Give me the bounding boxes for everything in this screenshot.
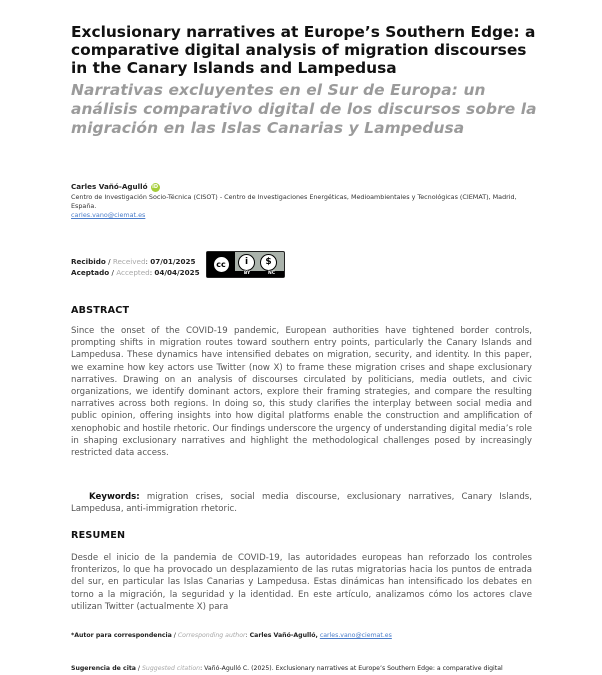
cc-by-nc-license-badge[interactable] xyxy=(206,251,285,278)
abstract-heading: ABSTRACT xyxy=(71,305,130,316)
resumen-text: Desde el inicio de la pandemia de COVID-19, las autoridades europeas han reforzado los controles fronterizos, lo que ha provocado un desplazamiento de las rutas migratorias hacia los puntos de entrada del sur, en particular las Islas Canarias y Lampedusa. Estas dinámicas han intensificado los debates en torno a la migración, la seguridad y la identidad. En este artículo, analizamos cómo los actores clave utilizan Twitter (actualmente X) para xyxy=(71,553,532,612)
license-strip xyxy=(235,271,284,277)
title-spanish: Narrativas excluyentes en el Sur de Europa: un análisis comparativo digital de los discursos sobre la migración en las Islas Canarias y Lampedusa xyxy=(71,81,537,137)
corresponding-label-es: *Autor para correspondencia xyxy=(71,632,172,639)
received-label-en: Received xyxy=(112,257,146,266)
received-label-es: Recibido xyxy=(71,257,106,266)
corresponding-email-link[interactable]: carles.vano@ciemat.es xyxy=(319,632,392,639)
keywords-paragraph xyxy=(71,491,532,515)
date-separator: / xyxy=(109,268,117,277)
orcid-icon[interactable]: iD xyxy=(152,184,158,190)
suggested-citation xyxy=(71,665,541,672)
author-affiliation: Centro de Investigación Socio-Técnica (CISOT) - Centro de Investigaciones Energéticas, Medioambientales y Tecnológicas (CIEMAT), Madrid, España. xyxy=(71,193,517,210)
footer-colon: : xyxy=(200,665,205,672)
keywords-label: Keywords: xyxy=(89,492,140,502)
footer-separator: / xyxy=(135,665,142,672)
citation-text: Vañó-Agulló C. (2025). Exclusionary narratives at Europe’s Southern Edge: a comparative digital xyxy=(204,665,503,672)
keywords-text: migration crises, social media discourse, exclusionary narratives, Canary Islands, Lampedusa, anti-immigration rhetoric. xyxy=(71,492,533,515)
footer-colon: : xyxy=(245,632,250,639)
accepted-label-es: Aceptado xyxy=(71,268,110,277)
footer-separator: / xyxy=(171,632,178,639)
cc-logo-icon: cc xyxy=(212,255,231,274)
received-value: 07/01/2025 xyxy=(150,257,196,266)
cc-logo-panel xyxy=(207,252,235,277)
accepted-date: Aceptado / Accepted: 04/04/2025 xyxy=(71,268,200,277)
accepted-value: 04/04/2025 xyxy=(154,268,200,277)
noncommercial-icon: $ xyxy=(260,254,277,271)
author-email-link[interactable]: carles.vano@ciemat.es xyxy=(71,211,146,219)
author-name: Carles Vañó-Agulló xyxy=(71,182,148,191)
author-line xyxy=(71,182,160,192)
resumen-heading: RESUMEN xyxy=(71,530,126,541)
received-date: Recibido / Received: 07/01/2025 xyxy=(71,257,196,266)
date-separator: / xyxy=(105,257,113,266)
citation-label-en: Suggested citation xyxy=(142,665,201,672)
title-english: Exclusionary narratives at Europe’s Southern Edge: a comparative digital analysis of migration discourses in the Canary Islands and Lampedusa xyxy=(71,23,536,77)
corresponding-author-note xyxy=(71,632,392,639)
accepted-label-en: Accepted xyxy=(116,268,150,277)
license-icons xyxy=(238,254,277,271)
attribution-icon: i xyxy=(238,254,255,271)
corresponding-name: Carles Vañó-Agulló, xyxy=(249,632,318,639)
citation-label-es: Sugerencia de cita xyxy=(71,665,136,672)
abstract-text: Since the onset of the COVID-19 pandemic, European authorities have tightened border controls, prompting shifts in migration routes toward southern entry points, particularly the Canary Islands and Lampedusa. These dynamics have intensified debates on migration, security, and identity. In this paper, we examine how key actors use Twitter (now X) to frame these migration crises and shape exclusionary narratives. Drawing on an analysis of discourses circulated by politicians, media outlets, and civic organizations, we identify dominant actors, explore their framing strategies, and compare the resulting narratives across both regions. In doing so, this study clarifies the interplay between social media and public opinion, offering insights into how digital platforms enable the construction and amplification of xenophobic and hostile rhetoric. Our findings underscore the urgency of understanding digital media’s role in shaping exclusionary narratives and highlight the methodological challenges posed by increasingly restricted data access. xyxy=(71,326,532,459)
license-nc-label: NC xyxy=(268,271,276,276)
dates-block xyxy=(71,256,200,278)
license-by-label: BY xyxy=(243,271,251,276)
corresponding-label-en: Corresponding author xyxy=(177,632,246,639)
